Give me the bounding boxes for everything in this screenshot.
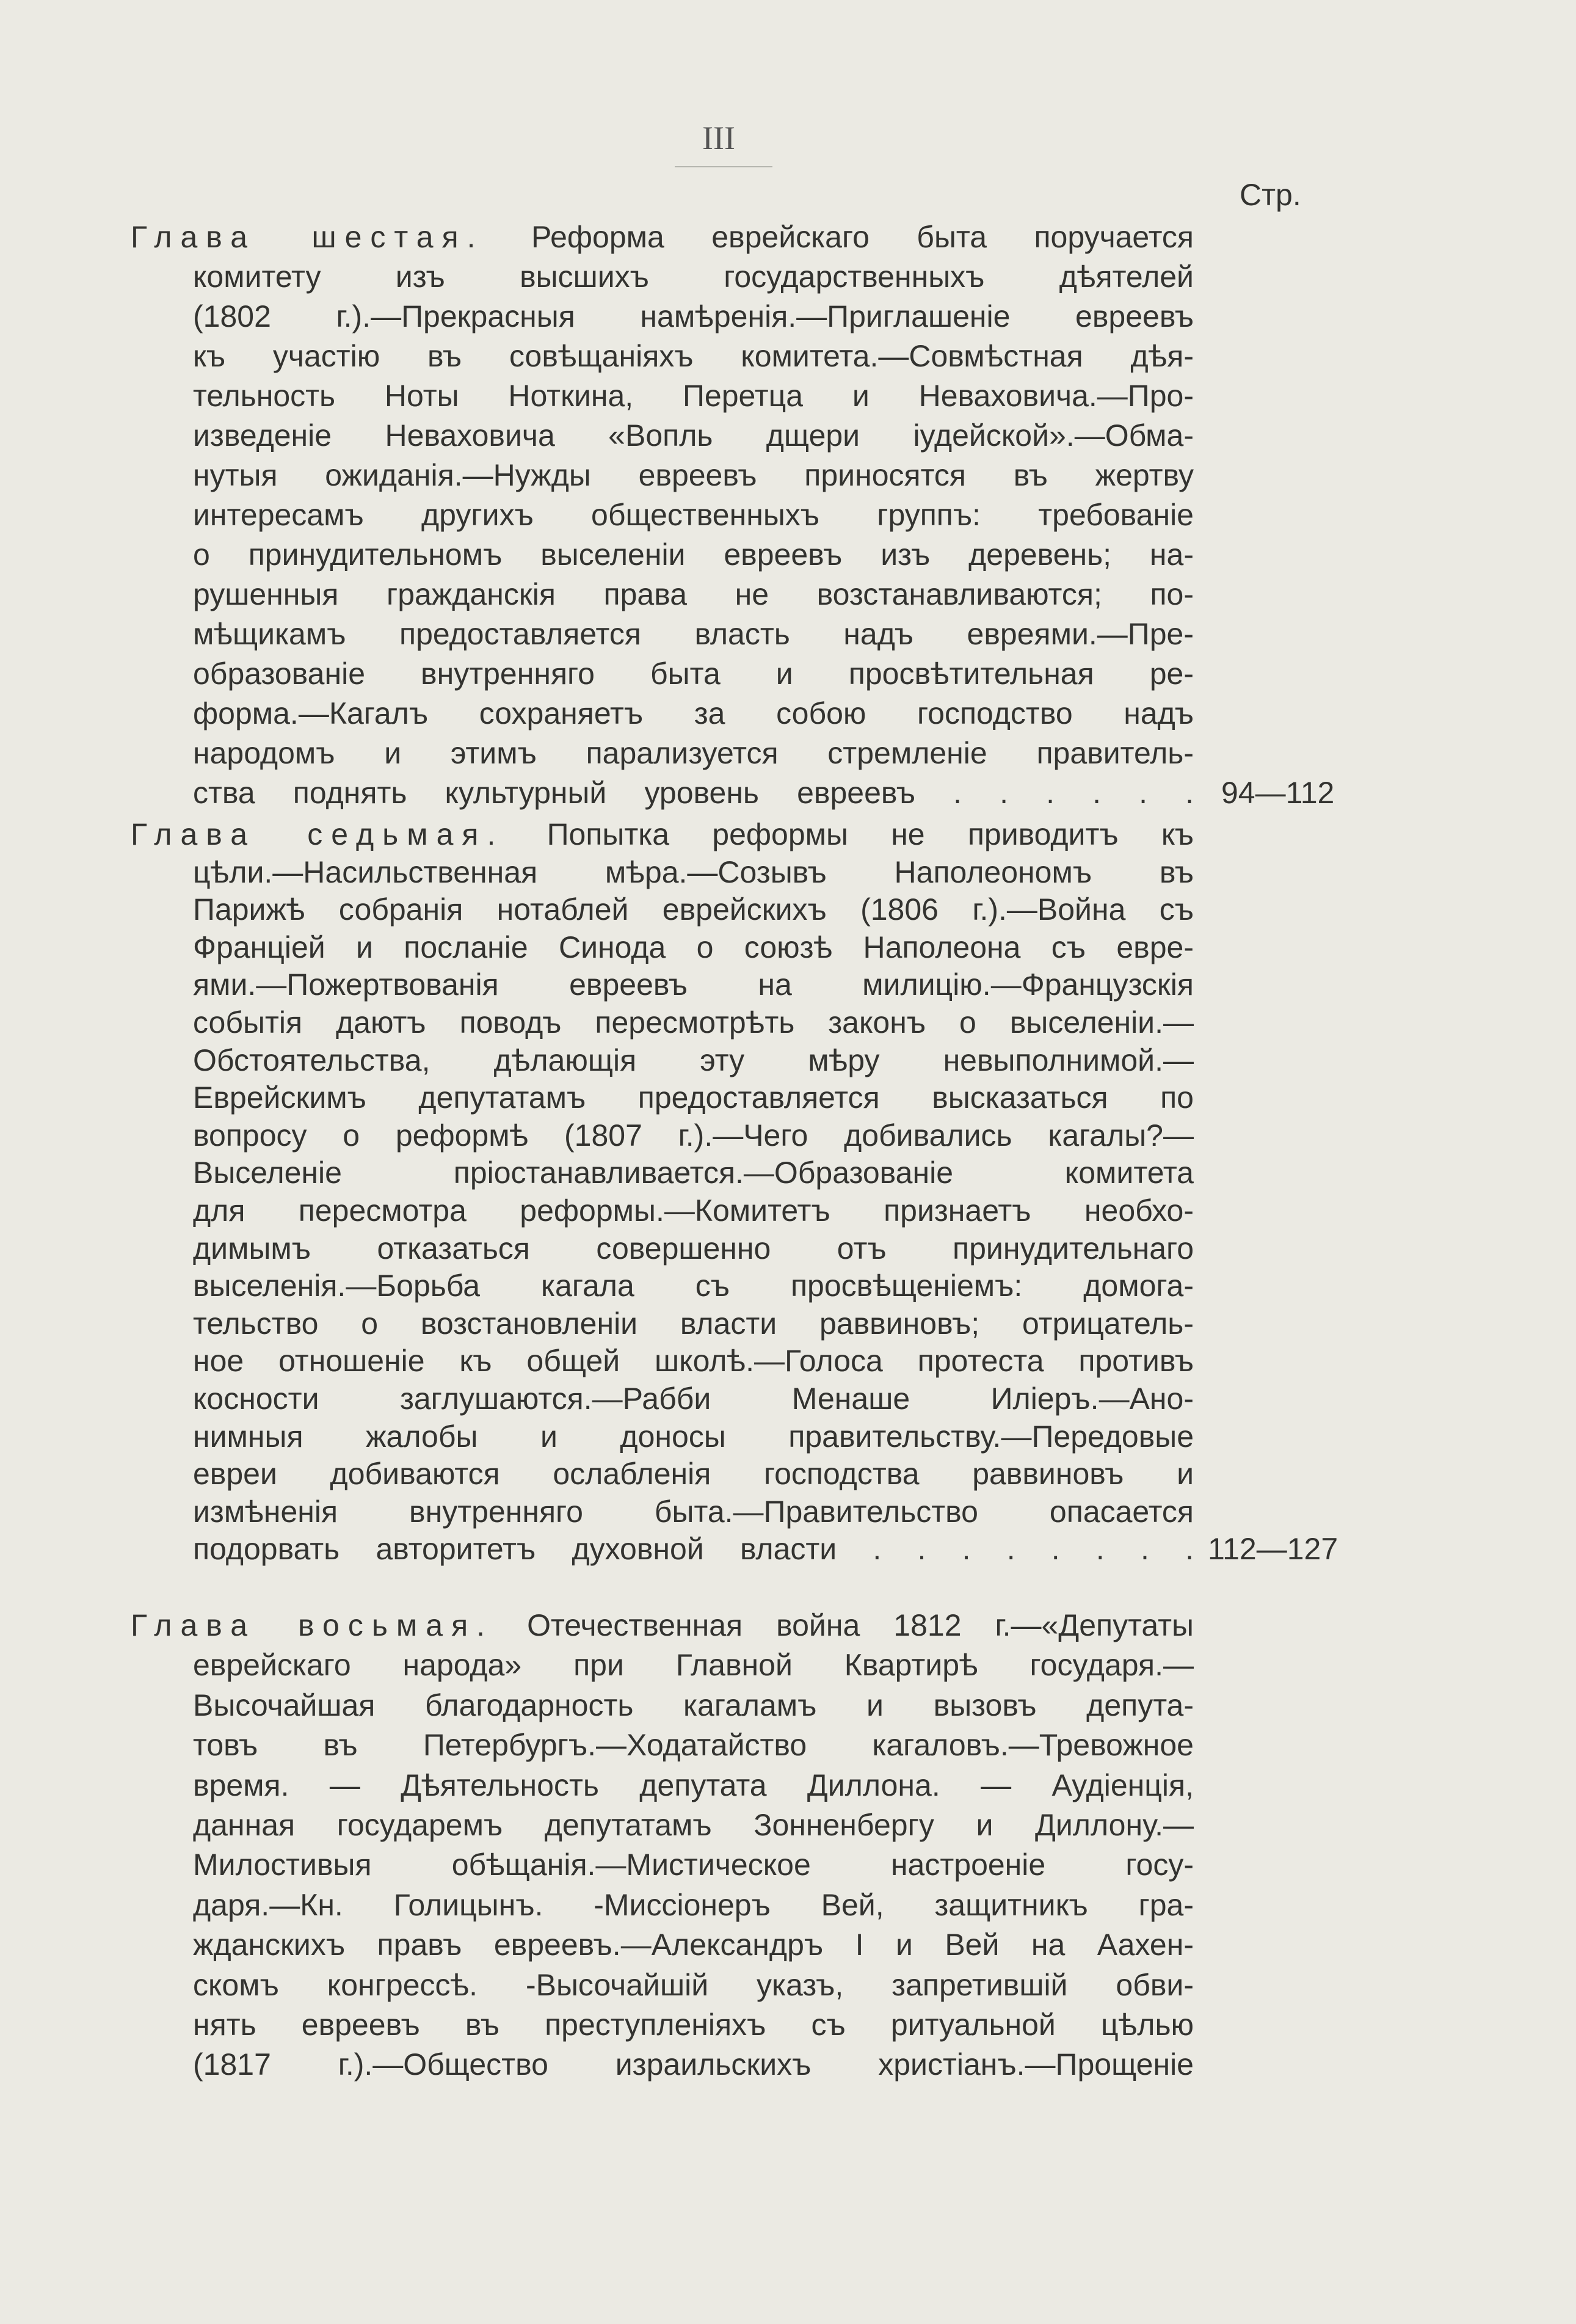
chapter-label: Глава восьмая. bbox=[131, 1608, 494, 1642]
chapter-summary-line: къ участію въ совѣщаніяхъ комитета.—Совмѣстная дѣя- bbox=[193, 339, 1194, 373]
chapter-summary-text: Отечественная война 1812 г.—«Депутаты bbox=[527, 1608, 1194, 1642]
chapter-summary-line: жданскихъ правъ евреевъ.—Александръ I и Вей на Аахен- bbox=[193, 1928, 1194, 1962]
page-column-label: Стр. bbox=[1240, 178, 1301, 212]
chapter-summary-line: ное отношеніе къ общей школѣ.—Голоса протеста противъ bbox=[193, 1344, 1194, 1379]
chapter-summary-line: скомъ конгрессѣ. -Высочайшій указъ, запретившій обви- bbox=[193, 1967, 1194, 2002]
chapter-summary-line: даря.—Кн. Голицынъ. -Миссіонеръ Вей, защитникъ гра- bbox=[193, 1887, 1194, 1922]
chapter-summary-line: (1817 г.).—Общество израильскихъ христіанъ.—Прощеніе bbox=[193, 2047, 1194, 2082]
chapter-summary-line: тельность Ноты Ноткина, Перетца и Неваховича.—Про- bbox=[193, 379, 1194, 413]
chapter-summary-line: событія даютъ поводъ пересмотрѣть законъ о выселеніи.— bbox=[193, 1005, 1194, 1040]
chapter-summary-text: Попытка реформы не приводитъ къ bbox=[547, 817, 1194, 851]
chapter-label: Глава шестая. bbox=[131, 220, 484, 254]
chapter-summary-line: измѣненія внутренняго быта.—Правительство опасается bbox=[193, 1494, 1194, 1529]
chapter-summary-line: ства поднять культурный уровень евреевъ . . . . . . bbox=[193, 776, 1194, 810]
chapter-first-line bbox=[131, 815, 1194, 853]
chapter-summary-line: Парижѣ собранія нотаблей еврейскихъ (1806 г.).—Война съ bbox=[193, 892, 1194, 927]
chapter-summary-line: димымъ отказаться совершенно отъ принудительнаго bbox=[193, 1231, 1194, 1266]
chapter-summary-line: нять евреевъ въ преступленіяхъ съ ритуальной цѣлью bbox=[193, 2008, 1194, 2042]
chapter-summary-line: тельство о возстановленіи власти раввиновъ; отрицатель- bbox=[193, 1306, 1194, 1341]
chapter-summary-line: данная государемъ депутатамъ Зонненбергу и Диллону.— bbox=[193, 1808, 1194, 1842]
chapter-summary-line: форма.—Кагалъ сохраняетъ за собою господство надъ bbox=[193, 696, 1194, 730]
chapter-summary-line: для пересмотра реформы.—Комитетъ признаетъ необхо- bbox=[193, 1193, 1194, 1228]
chapter-summary-line: Обстоятельства, дѣлающія эту мѣру невыполнимой.— bbox=[193, 1043, 1194, 1077]
chapter-summary-line: интересамъ другихъ общественныхъ группъ: требованіе bbox=[193, 498, 1194, 532]
chapter-summary-line: (1802 г.).—Прекрасныя намѣренія.—Приглашеніе евреевъ bbox=[193, 299, 1194, 333]
chapter-summary-line: евреи добиваются ослабленія господства раввиновъ и bbox=[193, 1457, 1194, 1492]
chapter-summary-line: изведеніе Неваховича «Вопль дщери іудейской».—Обма- bbox=[193, 418, 1194, 453]
chapter-summary-line: время. — Дѣятельность депутата Диллона. — Аудіенція, bbox=[193, 1768, 1194, 1802]
chapter-summary-line: вопросу о реформѣ (1807 г.).—Чего добивались кагалы?— bbox=[193, 1118, 1194, 1153]
chapter-label: Глава седьмая. bbox=[131, 817, 504, 851]
chapter-summary-line: выселенія.—Борьба кагала съ просвѣщеніемъ: домога- bbox=[193, 1269, 1194, 1303]
chapter-first-line bbox=[131, 218, 1194, 256]
chapter-summary-text: Реформа еврейскаго быта поручается bbox=[531, 220, 1194, 254]
chapter-summary-line: косности заглушаются.—Рабби Менаше Иліеръ.—Ано- bbox=[193, 1382, 1194, 1416]
chapter-summary-line: подорвать авторитетъ духовной власти . . . . . . . . bbox=[193, 1532, 1194, 1567]
chapter-summary-line: нутыя ожиданія.—Нужды евреевъ приносятся въ жертву bbox=[193, 458, 1194, 492]
chapter-summary-line: Франціей и посланіе Синода о союзѣ Наполеона съ евре- bbox=[193, 930, 1194, 964]
chapter-summary-line: товъ въ Петербургъ.—Ходатайство кагаловъ.—Тревожное bbox=[193, 1728, 1194, 1763]
chapter-summary-line: Милостивыя обѣщанія.—Мистическое настроеніе госу- bbox=[193, 1848, 1194, 1882]
page-number-rule bbox=[675, 166, 772, 167]
page-range: 112—127 bbox=[1208, 1532, 1338, 1567]
chapter-summary-line: рушенныя гражданскія права не возстанавливаются; по- bbox=[193, 577, 1194, 611]
chapter-summary-line: народомъ и этимъ парализуется стремленіе правитель- bbox=[193, 736, 1194, 770]
chapter-summary-line: Еврейскимъ депутатамъ предоставляется высказаться по bbox=[193, 1080, 1194, 1115]
chapter-summary-line: образованіе внутренняго быта и просвѣтительная ре- bbox=[193, 657, 1194, 691]
page-number: III bbox=[702, 120, 735, 156]
chapter-summary-line: цѣли.—Насильственная мѣра.—Созывъ Наполеономъ въ bbox=[193, 854, 1194, 889]
chapter-summary-line: мѣщикамъ предоставляется власть надъ евреями.—Пре- bbox=[193, 617, 1194, 651]
chapter-first-line bbox=[131, 1606, 1194, 1644]
chapter-summary-line: еврейскаго народа» при Главной Квартирѣ государя.— bbox=[193, 1648, 1194, 1683]
chapter-summary-line: Выселеніе пріостанавливается.—Образованіе комитета bbox=[193, 1156, 1194, 1190]
page-range: 94—112 bbox=[1221, 776, 1335, 810]
chapter-summary-line: ями.—Пожертвованія евреевъ на милицію.—Французскія bbox=[193, 967, 1194, 1002]
chapter-summary-line: Высочайшая благодарность кагаламъ и вызовъ депута- bbox=[193, 1688, 1194, 1722]
chapter-summary-line: о принудительномъ выселеніи евреевъ изъ деревень; на- bbox=[193, 537, 1194, 572]
chapter-summary-line: комитету изъ высшихъ государственныхъ дѣятелей bbox=[193, 260, 1194, 294]
chapter-summary-line: нимныя жалобы и доносы правительству.—Передовые bbox=[193, 1419, 1194, 1454]
